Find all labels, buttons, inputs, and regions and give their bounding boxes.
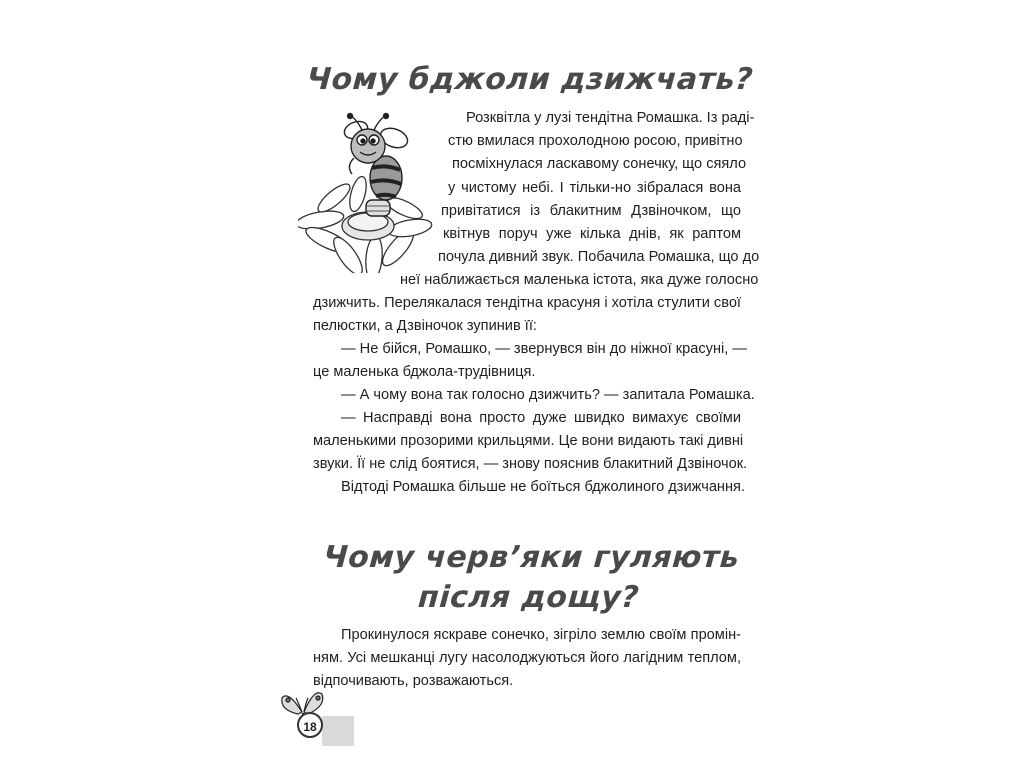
story1-title: Чому бджоли дзижчать? (305, 62, 755, 97)
story1-line: — Насправді вона просто дуже швидко вимахує своїми (341, 410, 741, 426)
page-number: 18 (297, 712, 323, 738)
story1-line: це маленька бджола-трудівниця. (313, 364, 536, 380)
story1-line: стю вмилася прохолодною росою, привітно (448, 133, 743, 149)
story1-line: квітнув поруч уже кілька днів, як раптом (443, 226, 741, 242)
story1-line: привітатися із блакитним Дзвіночком, що (441, 203, 741, 219)
story2-title-line2: після дощу? (416, 580, 641, 615)
story1-line: дзижчить. Перелякалася тендітна красуня і хотіла стулити свої (313, 295, 741, 311)
story1-line: у чистому небі. І тільки-но зібралася вона (448, 180, 741, 196)
story1-line: маленькими прозорими крильцями. Це вони видають такі дивні (313, 433, 744, 449)
story2-line: відпочивають, розважаються. (313, 673, 514, 689)
story1-line: посміхнулася ласкавому сонечку, що сяяло (452, 156, 747, 172)
story1-line: — А чому вона так голосно дзижчить? — запитала Ромашка. (341, 387, 755, 403)
story1-line: звуки. Її не слід боятися, — знову пояснив блакитний Дзвіночок. (313, 456, 748, 472)
story2-title (257, 538, 803, 618)
bee-on-daisy-illustration (298, 108, 438, 273)
daisy-icon (298, 175, 433, 273)
story1-line: пелюстки, а Дзвіночок зупинив її: (313, 318, 537, 334)
story1-line: Розквітла у лузі тендітна Ромашка. Із раді- (466, 110, 755, 126)
story2-title-line1: Чому черв’яки гуляють (322, 540, 741, 575)
story1-line: — Не бійся, Ромашко, — звернувся він до ніжної красуні, — (341, 341, 747, 357)
story2-line: Прокинулося яскраве сонечко, зігріло землю своїм промін- (341, 627, 741, 643)
story1-line: Відтоді Ромашка більше не боїться бджолиного дзижчання. (341, 479, 746, 495)
story1-line: неї наближається маленька істота, яка дуже голосно (400, 272, 759, 288)
story2-line: ням. Усі мешканці лугу насолоджуються його лагідним теплом, (313, 650, 741, 666)
story1-line: почула дивний звук. Побачила Ромашка, що до (438, 249, 760, 265)
